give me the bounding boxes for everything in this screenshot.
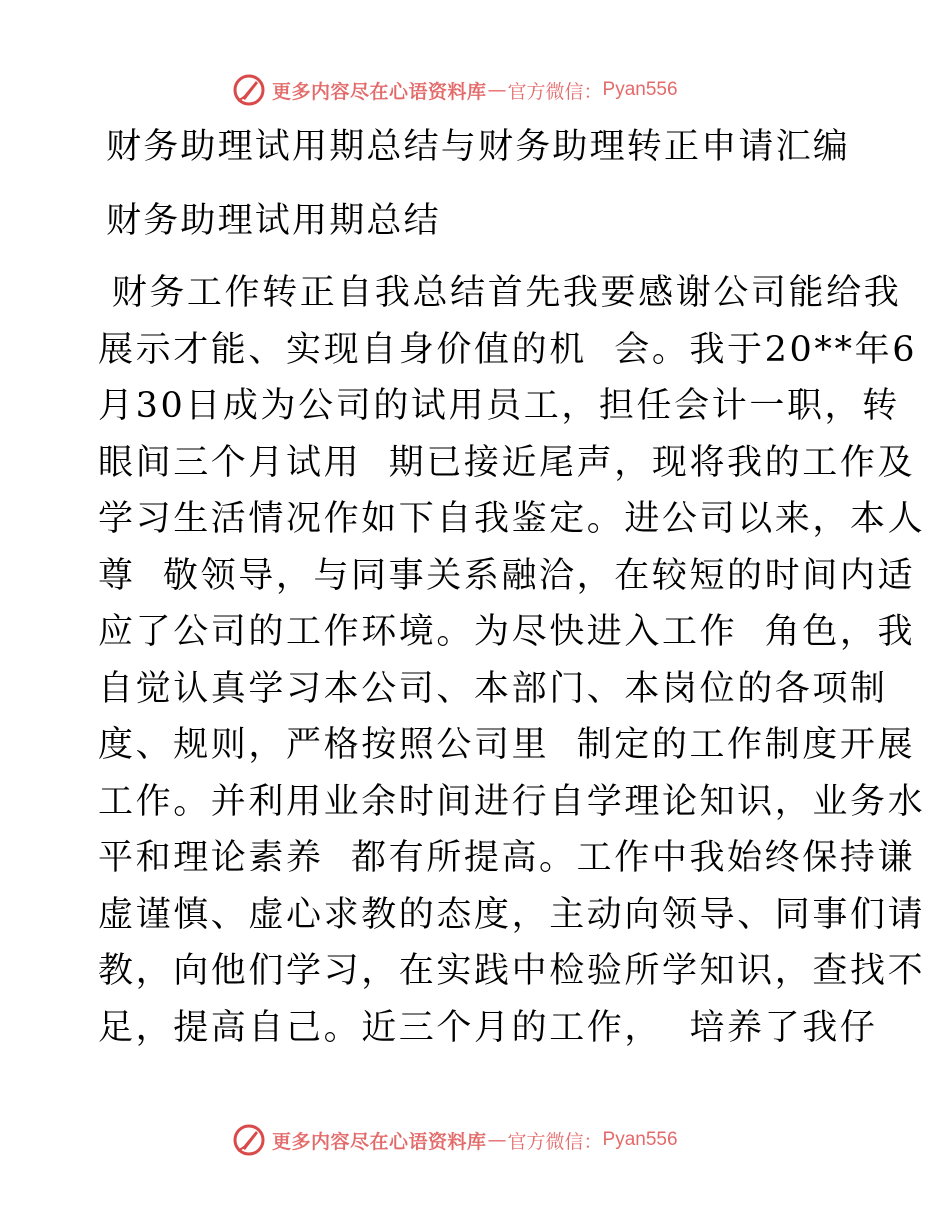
body-line: 眼间三个月试用 期已接近尾声，现将我的工作及	[98, 442, 916, 483]
section-title: 财务助理试用期总结	[106, 201, 441, 241]
body-line: 虚谨慎、虚心求教的态度，主动向领导、同事们请	[98, 894, 926, 935]
watermark-main-text: 更多内容尽在心语资料库	[272, 1130, 487, 1153]
body-line: 展示才能、实现自身价值的机 会。我于20**年6	[98, 329, 918, 370]
body-line: 应了公司的工作环境。为尽快进入工作 角色，我	[98, 612, 916, 652]
body-line: 度、规则，严格按照公司里 制定的工作制度开展	[98, 725, 916, 765]
header-watermark	[232, 72, 678, 108]
body-line: 足，提高自己。近三个月的工作， 培养了我仔	[98, 1007, 878, 1048]
quill-logo-icon	[232, 1123, 266, 1157]
watermark-wechat-id: Pyan556	[602, 79, 678, 100]
watermark-dash: —	[487, 79, 507, 101]
body-line: 平和理论素养 都有所提高。工作中我始终保持谦	[98, 838, 916, 878]
footer-watermark	[232, 1122, 678, 1158]
watermark-wechat-label: 官方微信：	[507, 80, 603, 103]
body-line: 学习生活情况作如下自我鉴定。进公司以来，本人	[98, 499, 926, 539]
body-line: 月30日成为公司的试用员工，担任会计一职，转	[98, 386, 900, 426]
document-title: 财务助理试用期总结与财务助理转正申请汇编	[106, 127, 851, 167]
watermark-wechat-id: Pyan556	[602, 1129, 678, 1150]
body-line: 教，向他们学习，在实践中检验所学知识，查找不	[98, 951, 926, 991]
watermark-main-text: 更多内容尽在心语资料库	[272, 80, 487, 103]
body-line: 尊 敬领导，与同事关系融洽，在较短的时间内适	[98, 555, 916, 596]
body-line: 财务工作转正自我总结首先我要感谢公司能给我	[98, 273, 902, 313]
watermark-dash: —	[487, 1129, 507, 1151]
body-line: 自觉认真学习本公司、本部门、本岗位的各项制	[98, 668, 888, 709]
body-text	[98, 265, 926, 1056]
body-line: 工作。并利用业余时间进行自学理论知识，业务水	[98, 781, 926, 822]
quill-logo-icon	[232, 73, 266, 107]
watermark-wechat-label: 官方微信：	[507, 1130, 603, 1153]
